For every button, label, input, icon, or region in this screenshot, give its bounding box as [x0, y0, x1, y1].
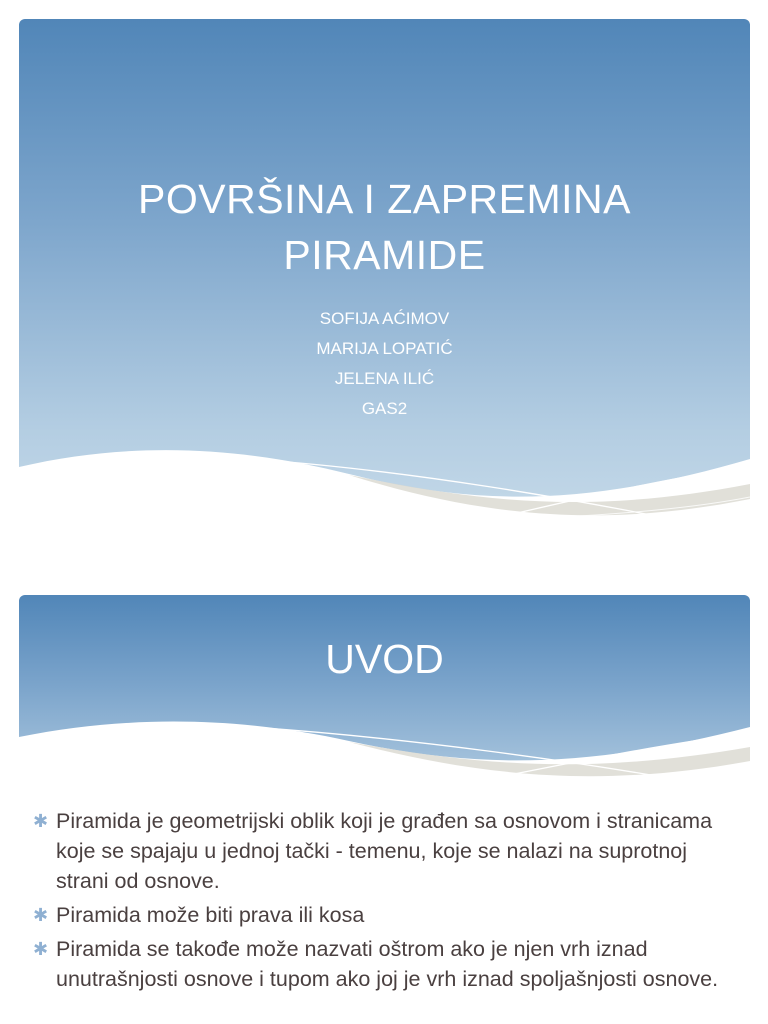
title-slide — [19, 19, 750, 529]
bullet-text: Piramida je geometrijski oblik koji je građen sa osnovom i stranicama koje se spajaju u jednoj tački - temenu, koje se nalazi na suprotnoj strani od osnove. — [56, 809, 713, 893]
decorative-wave — [19, 705, 750, 795]
author-name: MARIJA LOPATIĆ — [316, 339, 453, 358]
slide-title-line: POVRŠINA I ZAPREMINA — [138, 176, 631, 222]
class-name: GAS2 — [361, 399, 408, 418]
bullet-item — [33, 806, 733, 896]
slide-title-line: PIRAMIDE — [283, 232, 486, 278]
decorative-wave — [19, 429, 750, 529]
author-name: SOFIJA AĆIMOV — [319, 309, 450, 328]
author-name: JELENA ILIĆ — [334, 369, 435, 388]
bullet-text: Piramida može biti prava ili kosa — [56, 903, 365, 927]
bullet-list — [33, 806, 733, 998]
bullet-item — [33, 934, 733, 994]
bullet-text: Piramida se takođe može nazvati oštrom ako je njen vrh iznad unutrašnjosti osnove i tupom ako joj je vrh iznad spoljašnjosti osnove. — [56, 937, 719, 991]
authors-list — [19, 304, 750, 424]
asterisk-bullet-icon: ✱ — [33, 811, 49, 831]
slide-title: UVOD — [325, 636, 444, 682]
bullet-item — [33, 900, 733, 930]
asterisk-bullet-icon: ✱ — [33, 939, 49, 959]
asterisk-bullet-icon: ✱ — [33, 905, 49, 925]
slide-title — [19, 171, 750, 283]
